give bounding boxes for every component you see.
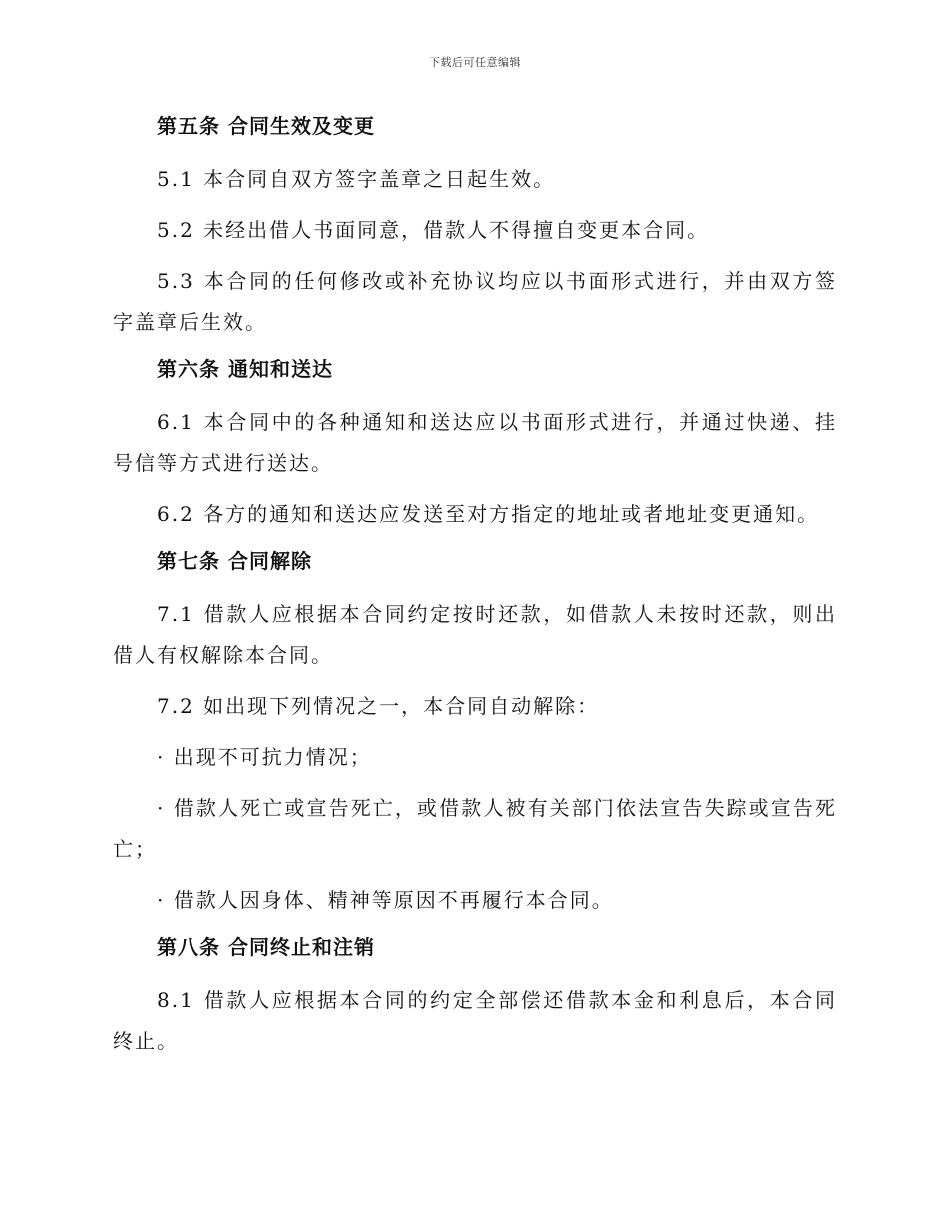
- bullet-item-force-majeure: · 出现不可抗力情况；: [157, 745, 372, 769]
- clause-7-1: 7.1 借款人应根据本合同约定按时还款，如借款人未按时还款，则出借人有权解除本合同。: [113, 602, 837, 667]
- clause-6-2: 6.2 各方的通知和送达应发送至对方指定的地址或者地址变更通知。: [157, 502, 820, 526]
- page-header: 下载后可任意编辑: [429, 56, 521, 69]
- clause-6-1: 6.1 本合同中的各种通知和送达应以书面形式进行，并通过快递、挂号信等方式进行送达。: [113, 410, 837, 475]
- clause-5-2: 5.2 未经出借人书面同意，借款人不得擅自变更本合同。: [157, 218, 710, 242]
- clause-8-1: 8.1 借款人应根据本合同的约定全部偿还借款本金和利息后，本合同终止。: [113, 988, 837, 1053]
- section-heading-5: 第五条 合同生效及变更: [157, 114, 375, 138]
- section-heading-6: 第六条 通知和送达: [157, 357, 333, 381]
- bullet-item-death: · 借款人死亡或宣告死亡，或借款人被有关部门依法宣告失踪或宣告死亡；: [113, 796, 837, 861]
- clause-5-3: 5.3 本合同的任何修改或补充协议均应以书面形式进行，并由双方签字盖章后生效。: [113, 269, 837, 334]
- bullet-item-incapacity: · 借款人因身体、精神等原因不再履行本合同。: [157, 888, 614, 912]
- document-body: [113, 110, 837, 1072]
- clause-7-2: 7.2 如出现下列情况之一，本合同自动解除：: [157, 694, 600, 718]
- section-heading-7: 第七条 合同解除: [157, 549, 312, 573]
- clause-5-1: 5.1 本合同自双方签字盖章之日起生效。: [157, 167, 556, 191]
- section-heading-8: 第八条 合同终止和注销: [157, 935, 375, 959]
